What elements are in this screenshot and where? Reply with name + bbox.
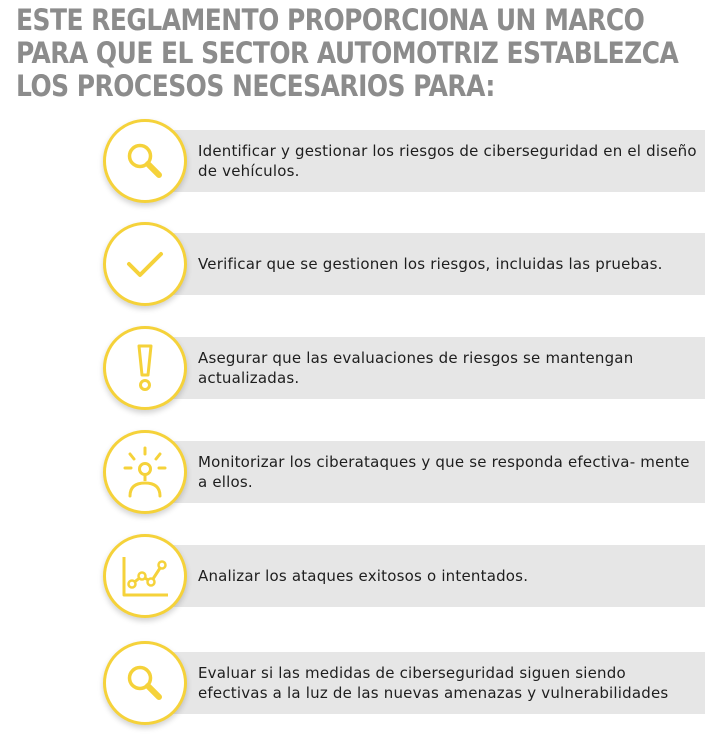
line-chart-icon bbox=[120, 553, 170, 599]
item-text: Asegurar que las evaluaciones de riesgos se mantengan actualizadas. bbox=[198, 349, 634, 387]
list-item-monitor-attacks bbox=[103, 430, 706, 514]
alert-person-icon bbox=[120, 446, 170, 498]
item-text: Verificar que se gestionen los riesgos, incluidas las pruebas. bbox=[198, 255, 663, 273]
magnifier-icon bbox=[123, 661, 167, 705]
checkmark-icon bbox=[123, 242, 167, 286]
list-item-update-assessments bbox=[103, 326, 706, 410]
list-item-analyze-attacks bbox=[103, 534, 706, 618]
item-text: Evaluar si las medidas de ciberseguridad siguen siendo efectivas a la luz de las nuevas amenazas y vulnerabilidades bbox=[198, 664, 669, 702]
item-text: Identificar y gestionar los riesgos de ciberseguridad en el diseño de vehículos. bbox=[198, 142, 697, 180]
icon-badge bbox=[103, 641, 187, 725]
item-text: Analizar los ataques exitosos o intentados. bbox=[198, 567, 529, 585]
magnifier-icon bbox=[123, 139, 167, 183]
icon-badge bbox=[103, 326, 187, 410]
title-line-1: ESTE REGLAMENTO PROPORCIONA UN MARCO bbox=[16, 3, 645, 37]
exclamation-icon bbox=[123, 342, 167, 394]
title-line-3: LOS PROCESOS NECESARIOS PARA: bbox=[16, 69, 495, 103]
title-line-2: PARA QUE EL SECTOR AUTOMOTRIZ ESTABLEZCA bbox=[16, 36, 679, 70]
list-item-evaluate-measures bbox=[103, 641, 706, 725]
icon-badge bbox=[103, 222, 187, 306]
list-item-verify-risks bbox=[103, 222, 706, 306]
icon-badge bbox=[103, 430, 187, 514]
page-title bbox=[16, 3, 679, 103]
item-text: Monitorizar los ciberataques y que se responda efectiva- mente a ellos. bbox=[198, 453, 690, 491]
list-item-identify-risks bbox=[103, 119, 706, 203]
icon-badge bbox=[103, 119, 187, 203]
icon-badge bbox=[103, 534, 187, 618]
